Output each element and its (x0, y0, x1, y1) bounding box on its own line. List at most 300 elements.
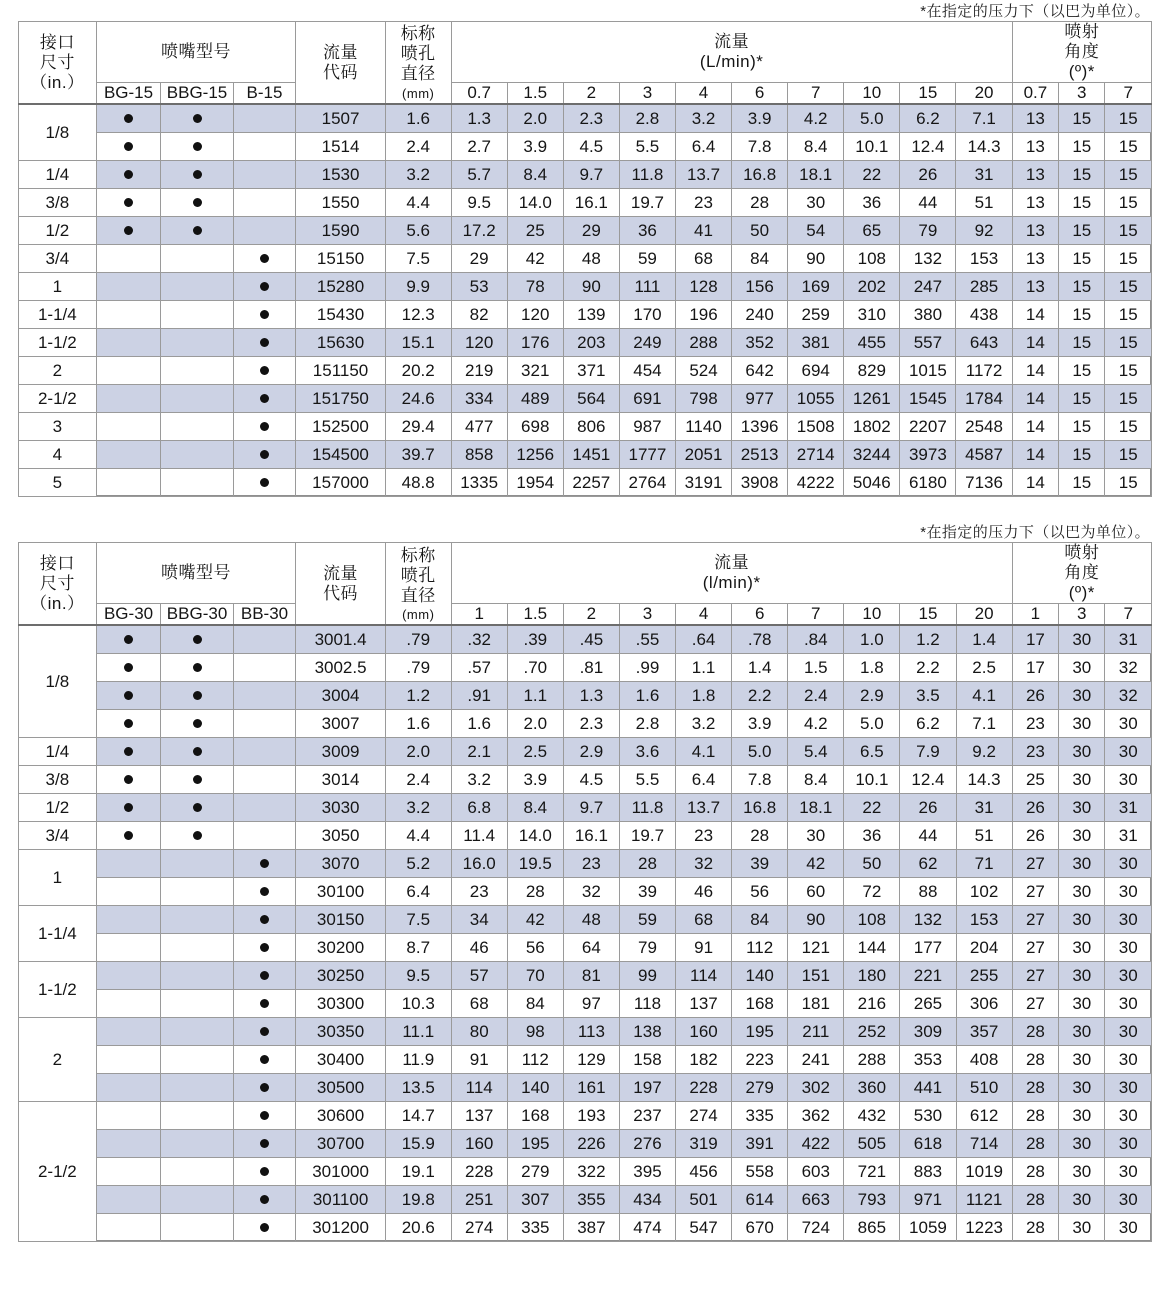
orifice-diameter-cell: 7.5 (385, 906, 451, 934)
flow-rate-cell-8: 1802 (844, 413, 900, 441)
connection-size-cell: 2 (19, 1018, 97, 1102)
flow-rate-cell-10: 7.1 (956, 104, 1012, 133)
header-flow-pressure-1: 1 (451, 604, 507, 626)
header-flow-rate-group (451, 22, 1012, 83)
flow-rate-cell-2: .70 (507, 654, 563, 682)
flow-rate-cell-8: 22 (844, 161, 900, 189)
flow-rate-cell-2: .39 (507, 625, 563, 654)
header-angle-group-line-2: 角度 (1064, 563, 1100, 583)
nozzle-availability-empty-1 (96, 1074, 161, 1102)
nozzle-availability-empty-1 (96, 1214, 161, 1242)
flow-rate-cell-10: 4587 (956, 441, 1012, 469)
flow-rate-cell-8: 360 (844, 1074, 900, 1102)
spray-angle-cell-3: 15 (1105, 217, 1152, 245)
nozzle-availability-empty-1 (96, 850, 161, 878)
flow-rate-cell-6: 112 (732, 934, 788, 962)
connection-size-cell: 2-1/2 (19, 1102, 97, 1242)
flow-rate-cell-7: 4222 (788, 469, 844, 497)
header-flow-pressure-5: 4 (676, 604, 732, 626)
orifice-diameter-cell: 3.2 (385, 161, 451, 189)
flow-rate-cell-10: 9.2 (956, 738, 1012, 766)
flow-rate-cell-6: 670 (732, 1214, 788, 1242)
flow-rate-cell-7: 181 (788, 990, 844, 1018)
section-spacer (0, 497, 1170, 521)
nozzle-availability-empty-1 (96, 413, 161, 441)
bullet-icon (124, 142, 133, 151)
table-15-wrapper (0, 21, 1170, 497)
header-nozzle-model-2: BBG-15 (161, 83, 233, 105)
flow-rate-cell-8: 432 (844, 1102, 900, 1130)
flow-rate-cell-8: 2.9 (844, 682, 900, 710)
connection-size-cell: 1/8 (19, 625, 97, 738)
nozzle-availability-empty-3 (233, 794, 296, 822)
table-row (19, 1130, 1152, 1158)
orifice-diameter-cell: 9.9 (385, 273, 451, 301)
nozzle-availability-empty-3 (233, 822, 296, 850)
flow-rate-cell-2: 8.4 (507, 794, 563, 822)
flow-rate-cell-9: 247 (900, 273, 956, 301)
flow-rate-cell-5: 182 (676, 1046, 732, 1074)
nozzle-availability-dot-2 (161, 654, 233, 682)
flow-rate-cell-5: 3191 (675, 469, 731, 497)
flow-code-cell: 15150 (296, 245, 386, 273)
spray-angle-cell-3: 15 (1105, 329, 1152, 357)
nozzle-availability-dot-2 (161, 710, 233, 738)
bullet-icon (260, 1111, 269, 1120)
flow-rate-cell-5: 23 (675, 189, 731, 217)
flow-rate-cell-9: 26 (900, 794, 956, 822)
spray-angle-cell-1: 17 (1012, 625, 1058, 654)
flow-rate-cell-10: 612 (956, 1102, 1012, 1130)
orifice-diameter-cell: 20.2 (385, 357, 451, 385)
flow-rate-cell-8: 36 (844, 822, 900, 850)
table-body (19, 625, 1152, 1242)
table-body (19, 104, 1152, 497)
flow-rate-cell-9: 6.2 (900, 104, 956, 133)
flow-code-cell: 30500 (296, 1074, 386, 1102)
spray-angle-cell-2: 30 (1059, 906, 1105, 934)
flow-rate-cell-7: 4.2 (788, 104, 844, 133)
header-angle-group-line-1: 喷射 (1064, 543, 1100, 563)
flow-rate-cell-7: 90 (788, 245, 844, 273)
spray-angle-cell-3: 30 (1105, 934, 1152, 962)
flow-rate-cell-10: 2548 (956, 413, 1012, 441)
flow-rate-cell-9: 132 (900, 245, 956, 273)
flow-rate-cell-5: 41 (675, 217, 731, 245)
nozzle-availability-dot-2 (161, 625, 233, 654)
table-row (19, 441, 1152, 469)
flow-rate-cell-3: 2.3 (563, 104, 619, 133)
flow-rate-cell-2: 78 (507, 273, 563, 301)
bullet-icon (124, 803, 133, 812)
header-size-line-3: （in.） (30, 593, 85, 613)
flow-rate-cell-6: 558 (732, 1158, 788, 1186)
flow-rate-cell-7: 603 (788, 1158, 844, 1186)
flow-rate-cell-2: 3.9 (507, 766, 563, 794)
header-orifice-line-2: 喷孔 (400, 44, 436, 64)
flow-code-cell: 152500 (296, 413, 386, 441)
flow-rate-cell-6: 195 (732, 1018, 788, 1046)
flow-rate-cell-4: 197 (619, 1074, 675, 1102)
table-row (19, 850, 1152, 878)
flow-rate-cell-2: 70 (507, 962, 563, 990)
spray-angle-cell-2: 30 (1059, 682, 1105, 710)
flow-rate-cell-6: 3908 (732, 469, 788, 497)
spray-angle-cell-1: 13 (1012, 161, 1058, 189)
flow-rate-cell-6: 391 (732, 1130, 788, 1158)
spray-angle-cell-2: 15 (1059, 133, 1105, 161)
header-nozzle-model-1: BG-30 (96, 604, 161, 626)
spray-angle-cell-3: 30 (1105, 850, 1152, 878)
spray-angle-cell-3: 32 (1105, 682, 1152, 710)
nozzle-availability-dot-3 (233, 301, 296, 329)
flow-rate-cell-8: 202 (844, 273, 900, 301)
spray-angle-cell-2: 30 (1059, 990, 1105, 1018)
flow-rate-cell-4: 19.7 (619, 822, 675, 850)
spray-angle-cell-1: 14 (1012, 329, 1058, 357)
bullet-icon (124, 170, 133, 179)
spray-angle-cell-1: 27 (1012, 850, 1058, 878)
flow-rate-cell-7: 663 (788, 1186, 844, 1214)
flow-rate-cell-6: 642 (732, 357, 788, 385)
flow-rate-cell-5: 2051 (675, 441, 731, 469)
flow-rate-cell-3: 48 (563, 245, 619, 273)
flow-rate-cell-8: 505 (844, 1130, 900, 1158)
spray-angle-cell-1: 13 (1012, 133, 1058, 161)
table-row (19, 1214, 1152, 1242)
bullet-icon (260, 450, 269, 459)
bullet-icon (260, 1223, 269, 1232)
nozzle-availability-empty-1 (96, 385, 161, 413)
header-flow-rate-group (451, 543, 1012, 604)
pressure-note-table-30: *在指定的压力下（以巴为单位）。 (920, 524, 1150, 542)
header-flow-pressure-2: 1.5 (507, 83, 563, 105)
flow-rate-cell-10: 643 (956, 329, 1012, 357)
nozzle-availability-dot-3 (233, 962, 296, 990)
spray-angle-cell-2: 15 (1059, 329, 1105, 357)
flow-rate-cell-7: 30 (788, 822, 844, 850)
flow-rate-cell-3: 2.3 (563, 710, 619, 738)
header-flow-pressure-5: 4 (675, 83, 731, 105)
flow-rate-cell-6: .78 (732, 625, 788, 654)
nozzle-availability-dot-3 (233, 1214, 296, 1242)
nozzle-availability-dot-2 (161, 217, 233, 245)
spray-angle-cell-1: 28 (1012, 1130, 1058, 1158)
flow-rate-cell-3: 64 (563, 934, 619, 962)
flow-rate-cell-10: 71 (956, 850, 1012, 878)
nozzle-availability-empty-2 (161, 273, 233, 301)
flow-code-cell: 30350 (296, 1018, 386, 1046)
flow-code-cell: 30100 (296, 878, 386, 906)
flow-rate-cell-10: 255 (956, 962, 1012, 990)
header-flow-pressure-10: 20 (956, 83, 1012, 105)
flow-rate-cell-4: 59 (619, 245, 675, 273)
flow-rate-cell-10: 1.4 (956, 625, 1012, 654)
flow-rate-cell-7: 211 (788, 1018, 844, 1046)
flow-code-cell: 3030 (296, 794, 386, 822)
table-row (19, 301, 1152, 329)
flow-rate-cell-4: 118 (619, 990, 675, 1018)
flow-rate-cell-9: 1.2 (900, 625, 956, 654)
orifice-diameter-cell: 39.7 (385, 441, 451, 469)
spray-angle-cell-1: 27 (1012, 962, 1058, 990)
flow-rate-cell-10: 1121 (956, 1186, 1012, 1214)
flow-rate-cell-10: 14.3 (956, 766, 1012, 794)
header-flow-pressure-1: 0.7 (451, 83, 507, 105)
bullet-icon (260, 282, 269, 291)
flow-rate-cell-2: 8.4 (507, 161, 563, 189)
spray-angle-cell-3: 15 (1105, 441, 1152, 469)
flow-rate-cell-8: 10.1 (844, 133, 900, 161)
flow-code-cell: 1507 (296, 104, 386, 133)
flow-rate-cell-1: 5.7 (451, 161, 507, 189)
header-flow-group-line-1: 流量 (714, 553, 750, 573)
table-row (19, 245, 1152, 273)
bullet-icon (260, 1195, 269, 1204)
orifice-diameter-cell: 5.6 (385, 217, 451, 245)
spray-angle-cell-3: 30 (1105, 766, 1152, 794)
flow-rate-cell-10: 204 (956, 934, 1012, 962)
nozzle-availability-empty-1 (96, 1102, 161, 1130)
bullet-icon (124, 198, 133, 207)
nozzle-availability-dot-3 (233, 245, 296, 273)
header-flow-pressure-6: 6 (732, 83, 788, 105)
flow-rate-cell-4: 19.7 (619, 189, 675, 217)
flow-rate-cell-3: 139 (563, 301, 619, 329)
flow-rate-cell-2: 19.5 (507, 850, 563, 878)
flow-rate-cell-9: 557 (900, 329, 956, 357)
flow-rate-cell-8: 108 (844, 906, 900, 934)
flow-rate-cell-1: 2.1 (451, 738, 507, 766)
flow-rate-cell-6: 16.8 (732, 161, 788, 189)
flow-rate-cell-3: .45 (563, 625, 619, 654)
flow-rate-cell-6: 3.9 (732, 104, 788, 133)
flow-rate-cell-4: 79 (619, 934, 675, 962)
flow-rate-cell-1: 82 (451, 301, 507, 329)
flow-rate-cell-3: 203 (563, 329, 619, 357)
flow-rate-cell-1: 1.3 (451, 104, 507, 133)
bullet-icon (193, 831, 202, 840)
table-header (19, 22, 1152, 105)
flow-rate-cell-8: 5046 (844, 469, 900, 497)
orifice-diameter-cell: 2.4 (385, 133, 451, 161)
table-row (19, 710, 1152, 738)
header-angle-pressure-2: 3 (1059, 83, 1105, 105)
spray-angle-cell-3: 30 (1105, 1130, 1152, 1158)
bullet-icon (260, 915, 269, 924)
flow-rate-cell-3: 23 (563, 850, 619, 878)
spray-angle-cell-2: 30 (1059, 934, 1105, 962)
flow-rate-cell-1: 23 (451, 878, 507, 906)
spray-angle-cell-3: 30 (1105, 1018, 1152, 1046)
spray-angle-cell-3: 15 (1105, 413, 1152, 441)
connection-size-cell: 1/4 (19, 161, 97, 189)
spray-angle-cell-2: 30 (1059, 654, 1105, 682)
flow-rate-cell-5: 1.1 (676, 654, 732, 682)
bullet-icon (260, 999, 269, 1008)
flow-rate-cell-5: 547 (676, 1214, 732, 1242)
flow-rate-cell-4: 237 (619, 1102, 675, 1130)
spray-angle-cell-2: 30 (1059, 1214, 1105, 1242)
spray-angle-cell-1: 26 (1012, 822, 1058, 850)
nozzle-availability-dot-3 (233, 906, 296, 934)
flow-rate-cell-4: 158 (619, 1046, 675, 1074)
connection-size-cell: 1/4 (19, 738, 97, 766)
table-row (19, 906, 1152, 934)
header-size-line-3: （in.） (30, 72, 85, 92)
nozzle-availability-empty-1 (96, 245, 161, 273)
flow-code-cell: 1514 (296, 133, 386, 161)
spray-angle-cell-3: 31 (1105, 822, 1152, 850)
orifice-diameter-cell: 11.9 (385, 1046, 451, 1074)
bullet-icon (193, 142, 202, 151)
flow-rate-cell-5: 1140 (675, 413, 731, 441)
flow-rate-cell-2: 3.9 (507, 133, 563, 161)
flow-rate-cell-1: 57 (451, 962, 507, 990)
table-row (19, 1018, 1152, 1046)
flow-rate-cell-1: 68 (451, 990, 507, 1018)
flow-rate-cell-8: 455 (844, 329, 900, 357)
spray-angle-cell-1: 23 (1012, 738, 1058, 766)
bullet-icon (193, 170, 202, 179)
flow-rate-cell-5: 524 (675, 357, 731, 385)
nozzle-availability-dot-3 (233, 357, 296, 385)
flow-rate-cell-4: 5.5 (619, 133, 675, 161)
flow-rate-cell-9: 1015 (900, 357, 956, 385)
flow-code-cell: 3070 (296, 850, 386, 878)
flow-rate-cell-10: 714 (956, 1130, 1012, 1158)
flow-rate-cell-8: 288 (844, 1046, 900, 1074)
flow-rate-cell-7: 60 (788, 878, 844, 906)
flow-rate-cell-4: 28 (619, 850, 675, 878)
nozzle-availability-dot-2 (161, 189, 233, 217)
flow-rate-cell-8: 36 (844, 189, 900, 217)
pressure-note-table-15: *在指定的压力下（以巴为单位）。 (920, 3, 1150, 20)
flow-rate-cell-9: 26 (900, 161, 956, 189)
flow-rate-cell-5: 23 (676, 822, 732, 850)
nozzle-availability-empty-2 (161, 1186, 233, 1214)
spray-angle-cell-2: 30 (1059, 962, 1105, 990)
flow-rate-cell-4: 276 (619, 1130, 675, 1158)
header-nozzle-model-group: 喷嘴型号 (96, 543, 296, 604)
header-angle-pressure-3: 7 (1105, 604, 1152, 626)
flow-rate-cell-3: 9.7 (563, 161, 619, 189)
flow-rate-cell-2: 1256 (507, 441, 563, 469)
flow-rate-cell-5: 68 (676, 906, 732, 934)
flow-rate-cell-9: 265 (900, 990, 956, 1018)
table-row (19, 357, 1152, 385)
connection-size-cell: 3 (19, 413, 97, 441)
flow-rate-cell-9: 177 (900, 934, 956, 962)
flow-rate-cell-4: 2764 (619, 469, 675, 497)
header-angle-pressure-1: 1 (1012, 604, 1058, 626)
flow-rate-cell-5: .64 (676, 625, 732, 654)
flow-code-cell: 157000 (296, 469, 386, 497)
flow-code-cell: 3050 (296, 822, 386, 850)
flow-rate-cell-7: 2714 (788, 441, 844, 469)
nozzle-availability-dot-3 (233, 385, 296, 413)
flow-code-cell: 3002.5 (296, 654, 386, 682)
flow-rate-cell-8: 10.1 (844, 766, 900, 794)
flow-code-cell: 301200 (296, 1214, 386, 1242)
spray-angle-cell-1: 27 (1012, 878, 1058, 906)
flow-rate-cell-9: 44 (900, 822, 956, 850)
flow-rate-cell-4: 395 (619, 1158, 675, 1186)
flow-rate-cell-5: 456 (676, 1158, 732, 1186)
spray-angle-cell-2: 30 (1059, 850, 1105, 878)
orifice-diameter-cell: 5.2 (385, 850, 451, 878)
header-orifice-diameter (385, 22, 451, 105)
header-flow-pressure-2: 1.5 (507, 604, 563, 626)
spray-angle-cell-1: 27 (1012, 934, 1058, 962)
spray-angle-cell-1: 26 (1012, 794, 1058, 822)
nozzle-availability-empty-2 (161, 962, 233, 990)
spray-angle-cell-1: 13 (1012, 217, 1058, 245)
bullet-icon (260, 366, 269, 375)
header-row-subheaders (19, 83, 1152, 105)
flow-code-cell: 1530 (296, 161, 386, 189)
spray-angle-cell-2: 30 (1059, 1074, 1105, 1102)
flow-rate-cell-2: 112 (507, 1046, 563, 1074)
flow-rate-cell-5: 798 (675, 385, 731, 413)
spray-angle-cell-3: 31 (1105, 794, 1152, 822)
bullet-icon (260, 422, 269, 431)
flow-rate-cell-8: 5.0 (844, 710, 900, 738)
nozzle-availability-empty-1 (96, 1046, 161, 1074)
flow-rate-cell-2: 25 (507, 217, 563, 245)
header-connection-size (19, 543, 97, 626)
connection-size-cell: 4 (19, 441, 97, 469)
flow-rate-cell-4: .99 (619, 654, 675, 682)
flow-rate-cell-10: 102 (956, 878, 1012, 906)
bullet-icon (193, 198, 202, 207)
header-nozzle-model-2: BBG-30 (161, 604, 233, 626)
orifice-diameter-cell: 11.1 (385, 1018, 451, 1046)
flow-rate-cell-6: 3.9 (732, 710, 788, 738)
flow-rate-cell-2: 42 (507, 245, 563, 273)
flow-rate-cell-7: 259 (788, 301, 844, 329)
flow-rate-cell-3: 81 (563, 962, 619, 990)
flow-rate-cell-7: 151 (788, 962, 844, 990)
table-row (19, 1102, 1152, 1130)
bullet-icon (124, 775, 133, 784)
header-flow-pressure-8: 10 (844, 83, 900, 105)
bullet-icon (260, 971, 269, 980)
spray-angle-cell-2: 15 (1059, 104, 1105, 133)
flow-rate-cell-10: 285 (956, 273, 1012, 301)
flow-rate-cell-7: 694 (788, 357, 844, 385)
flow-rate-cell-6: 240 (732, 301, 788, 329)
bullet-icon (260, 943, 269, 952)
flow-rate-cell-8: 50 (844, 850, 900, 878)
flow-rate-cell-10: 510 (956, 1074, 1012, 1102)
flow-code-cell: 30600 (296, 1102, 386, 1130)
orifice-diameter-cell: 15.9 (385, 1130, 451, 1158)
flow-rate-cell-1: 29 (451, 245, 507, 273)
header-flow-group-line-2: (l/min)* (702, 573, 761, 593)
flow-rate-cell-9: 44 (900, 189, 956, 217)
flow-rate-cell-5: 6.4 (676, 766, 732, 794)
flow-rate-cell-4: 36 (619, 217, 675, 245)
spray-angle-cell-1: 13 (1012, 189, 1058, 217)
spray-angle-cell-3: 15 (1105, 189, 1152, 217)
flow-code-cell: 15630 (296, 329, 386, 357)
header-flow-code-line-1: 流量 (323, 42, 359, 62)
nozzle-availability-dot-2 (161, 104, 233, 133)
flow-rate-cell-2: 176 (507, 329, 563, 357)
orifice-diameter-cell: 15.1 (385, 329, 451, 357)
flow-rate-cell-4: 138 (619, 1018, 675, 1046)
